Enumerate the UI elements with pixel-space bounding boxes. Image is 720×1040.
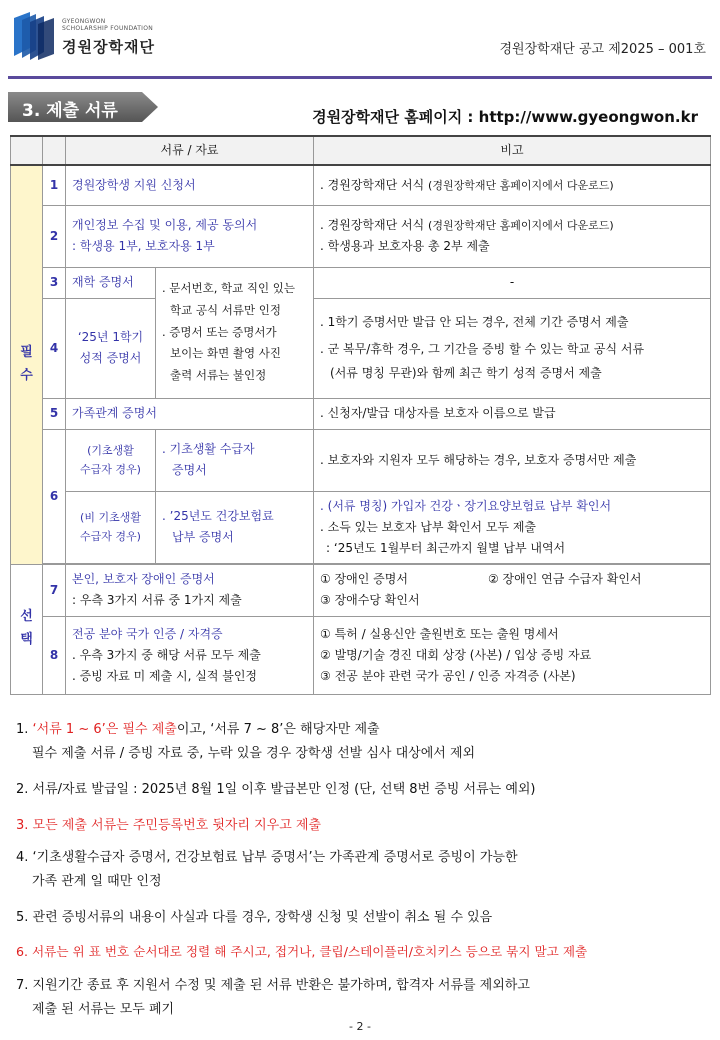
note-text: . (서류 명칭) 가입자 건강ㆍ장기요양보험료 납부 확인서 [320, 498, 612, 513]
header-divider [8, 76, 712, 79]
row-number: 6 [43, 429, 66, 563]
table-row [11, 165, 711, 205]
group-optional-char2: 택 [20, 632, 33, 647]
table-row [11, 298, 711, 398]
doc-name [156, 429, 314, 491]
header-docs: 서류 / 자료 [66, 136, 314, 165]
doc-line: . 증빙 자료 미 제출 시, 실적 불인정 [72, 668, 258, 683]
note-item-1-line2: 필수 제출 서류 / 증빙 자료 중, 누락 있을 경우 장학생 선발 심사 대상에서 제외 [32, 746, 476, 761]
logo-english-line2: SCHOLARSHIP FOUNDATION [62, 25, 154, 32]
note-item-2: 2. 서류/자료 발급일 : 2025년 8월 1일 이후 발급본만 인정 (단, 선택 8번 증빙 서류는 예외) [16, 782, 536, 797]
note-text: ① 특허 / 실용신안 출원번호 또는 출원 명세서 [320, 626, 559, 641]
doc-note [314, 298, 711, 398]
note-text: . 학생용과 보호자용 총 2부 제출 [320, 239, 490, 253]
doc-name: 가족관계 증명서 [66, 398, 314, 429]
doc-note [314, 616, 711, 694]
note-item-4: 4. ‘기초생활수급자 증명서, 건강보험료 납부 증명서’는 가족관계 증명서로 증빙이 가능한 [16, 850, 518, 865]
row-number: 2 [43, 205, 66, 267]
doc-line: 전공 분야 국가 인증 / 자격증 [72, 626, 223, 641]
table-row [11, 267, 711, 298]
page-number: - 2 - [349, 1020, 371, 1033]
table-row [11, 398, 711, 429]
note-text: . 경원장학재단 서식 [320, 177, 425, 192]
note-text: . 경원장학재단 서식 [320, 218, 425, 232]
note-text: ② 발명/기술 경진 대회 상장 (사본) / 입상 증빙 자료 [320, 647, 592, 662]
note-highlight: ‘서류 1 ~ 6’은 필수 제출 [32, 722, 177, 737]
doc-condition [156, 267, 314, 398]
note-text: 이고, ‘서류 7 ~ 8’은 해당자만 제출 [176, 722, 380, 737]
group-required-char2: 수 [20, 367, 33, 383]
doc-line: . ’25년도 건강보험료 [162, 509, 274, 523]
note-subtext: (경원장학재단 홈페이지에서 다운로드) [428, 178, 614, 192]
doc-name [66, 298, 156, 398]
documents-table [10, 135, 711, 695]
note-item-7: 7. 지원기간 종료 후 지원서 수정 및 제출 된 서류 반환은 불가하며, 합격자 서류를 제외하고 [16, 978, 530, 993]
note-text: ① 장애인 증명서 [320, 572, 408, 586]
doc-name [66, 205, 314, 267]
note-item-4-line2: 가족 관계 일 때만 인정 [32, 874, 162, 889]
note-number: 1. [16, 722, 33, 737]
doc-line: 본인, 보호자 장애인 증명서 [72, 572, 215, 586]
doc-note: . 신청자/발급 대상자를 보호자 이름으로 발급 [314, 398, 711, 429]
doc-line: . 기초생활 수급자 [162, 442, 255, 456]
homepage-url: 경원장학재단 홈페이지 : http://www.gyeongwon.kr [312, 108, 698, 126]
note-text: (서류 명칭 무관)와 함께 최근 학기 성적 증명서 제출 [330, 365, 602, 380]
doc-name: 경원장학생 지원 신청서 [66, 165, 314, 205]
doc-line: 증명서 [172, 463, 207, 477]
note-text: ② 장애인 연금 수급자 확인서 [487, 572, 642, 586]
doc-line: 성적 증명서 [79, 351, 142, 365]
doc-line: ‘25년 1학기 [77, 330, 144, 344]
doc-name: 재학 증명서 [66, 267, 156, 298]
doc-line: 개인정보 수집 및 이용, 제공 동의서 [72, 218, 258, 232]
table-row [11, 564, 711, 616]
note-item-1 [16, 720, 380, 740]
condition-line: (비 기초생활 [80, 510, 141, 524]
group-optional-char1: 선 [20, 609, 33, 625]
condition-line: 출력 서류는 불인정 [170, 368, 267, 383]
condition-line: 수급자 경우) [80, 530, 141, 543]
table-row [11, 205, 711, 267]
condition-line: . 문서번호, 학교 직인 있는 [162, 280, 296, 295]
group-required-char1: 필 [20, 345, 33, 360]
row-number: 1 [43, 165, 66, 205]
note-text: ③ 전공 분야 관련 국가 공인 / 인증 자격증 (사본) [320, 668, 576, 683]
logo-korean-name: 경원장학재단 [62, 38, 155, 56]
table-row [11, 616, 711, 694]
foundation-logo-icon [10, 8, 56, 60]
logo-english-line1: GYEONGWON [62, 18, 106, 25]
condition-line: 보이는 화면 촬영 사진 [170, 346, 281, 361]
note-item-3: 3. 모든 제출 서류는 주민등록번호 뒷자리 지우고 제출 [16, 818, 322, 833]
note-text: ③ 장애수당 확인서 [320, 593, 420, 607]
doc-line: : 학생용 1부, 보호자용 1부 [72, 239, 215, 253]
group-required [11, 165, 43, 564]
row-number: 8 [43, 616, 66, 694]
row-number: 7 [43, 564, 66, 616]
header-group-cell [11, 136, 43, 165]
doc-note [314, 205, 711, 267]
notice-number: 경원장학재단 공고 제2025 – 001호 [499, 42, 706, 57]
row-number: 3 [43, 267, 66, 298]
note-item-5: 5. 관련 증빙서류의 내용이 사실과 다를 경우, 장학생 신청 및 선발이 취소 될 수 있음 [16, 910, 493, 925]
page-header [0, 0, 720, 80]
table-header-row [11, 136, 711, 165]
note-text: . 군 복무/휴학 경우, 그 기간을 증빙 할 수 있는 학교 공식 서류 [320, 342, 645, 357]
doc-note [314, 491, 711, 563]
header-notes: 비고 [314, 136, 711, 165]
doc-condition [66, 429, 156, 491]
note-text: . 1학기 증명서만 발급 안 되는 경우, 전체 기간 증명서 제출 [320, 314, 629, 329]
note-text: : ‘25년도 1월부터 최근까지 월별 납부 내역서 [326, 540, 566, 555]
doc-name [66, 616, 314, 694]
doc-note [314, 564, 711, 616]
doc-line: 납부 증명서 [172, 530, 234, 544]
row-number: 5 [43, 398, 66, 429]
note-subtext: (경원장학재단 홈페이지에서 다운로드) [428, 219, 614, 232]
doc-line: . 우측 3가지 중 해당 서류 모두 제출 [72, 647, 261, 662]
note-item-7-line2: 제출 된 서류는 모두 폐기 [32, 1002, 175, 1017]
note-item-6: 6. 서류는 위 표 번호 순서대로 정렬 해 주시고, 접거나, 클립/스테이플러/호치키스 등으로 묶지 말고 제출 [16, 944, 588, 959]
doc-name [156, 491, 314, 563]
row-number: 4 [43, 298, 66, 398]
doc-condition [66, 491, 156, 563]
condition-line: 수급자 경우) [80, 463, 141, 476]
table-row [11, 491, 711, 563]
doc-note: . 보호자와 지원자 모두 해당하는 경우, 보호자 증명서만 제출 [314, 429, 711, 491]
doc-note [314, 165, 711, 205]
condition-line: (기초생활 [87, 443, 134, 457]
doc-name [66, 564, 314, 616]
doc-line: : 우측 3가지 서류 중 1가지 제출 [72, 593, 242, 607]
group-optional [11, 564, 43, 694]
condition-line: 학교 공식 서류만 인정 [170, 302, 281, 317]
condition-line: . 증명서 또는 증명서가 [162, 324, 277, 339]
table-row [11, 429, 711, 491]
doc-note: - [314, 267, 711, 298]
section-title: 3. 제출 서류 [22, 101, 118, 121]
header-num-cell [43, 136, 66, 165]
note-text: . 소득 있는 보호자 납부 확인서 모두 제출 [320, 519, 537, 534]
